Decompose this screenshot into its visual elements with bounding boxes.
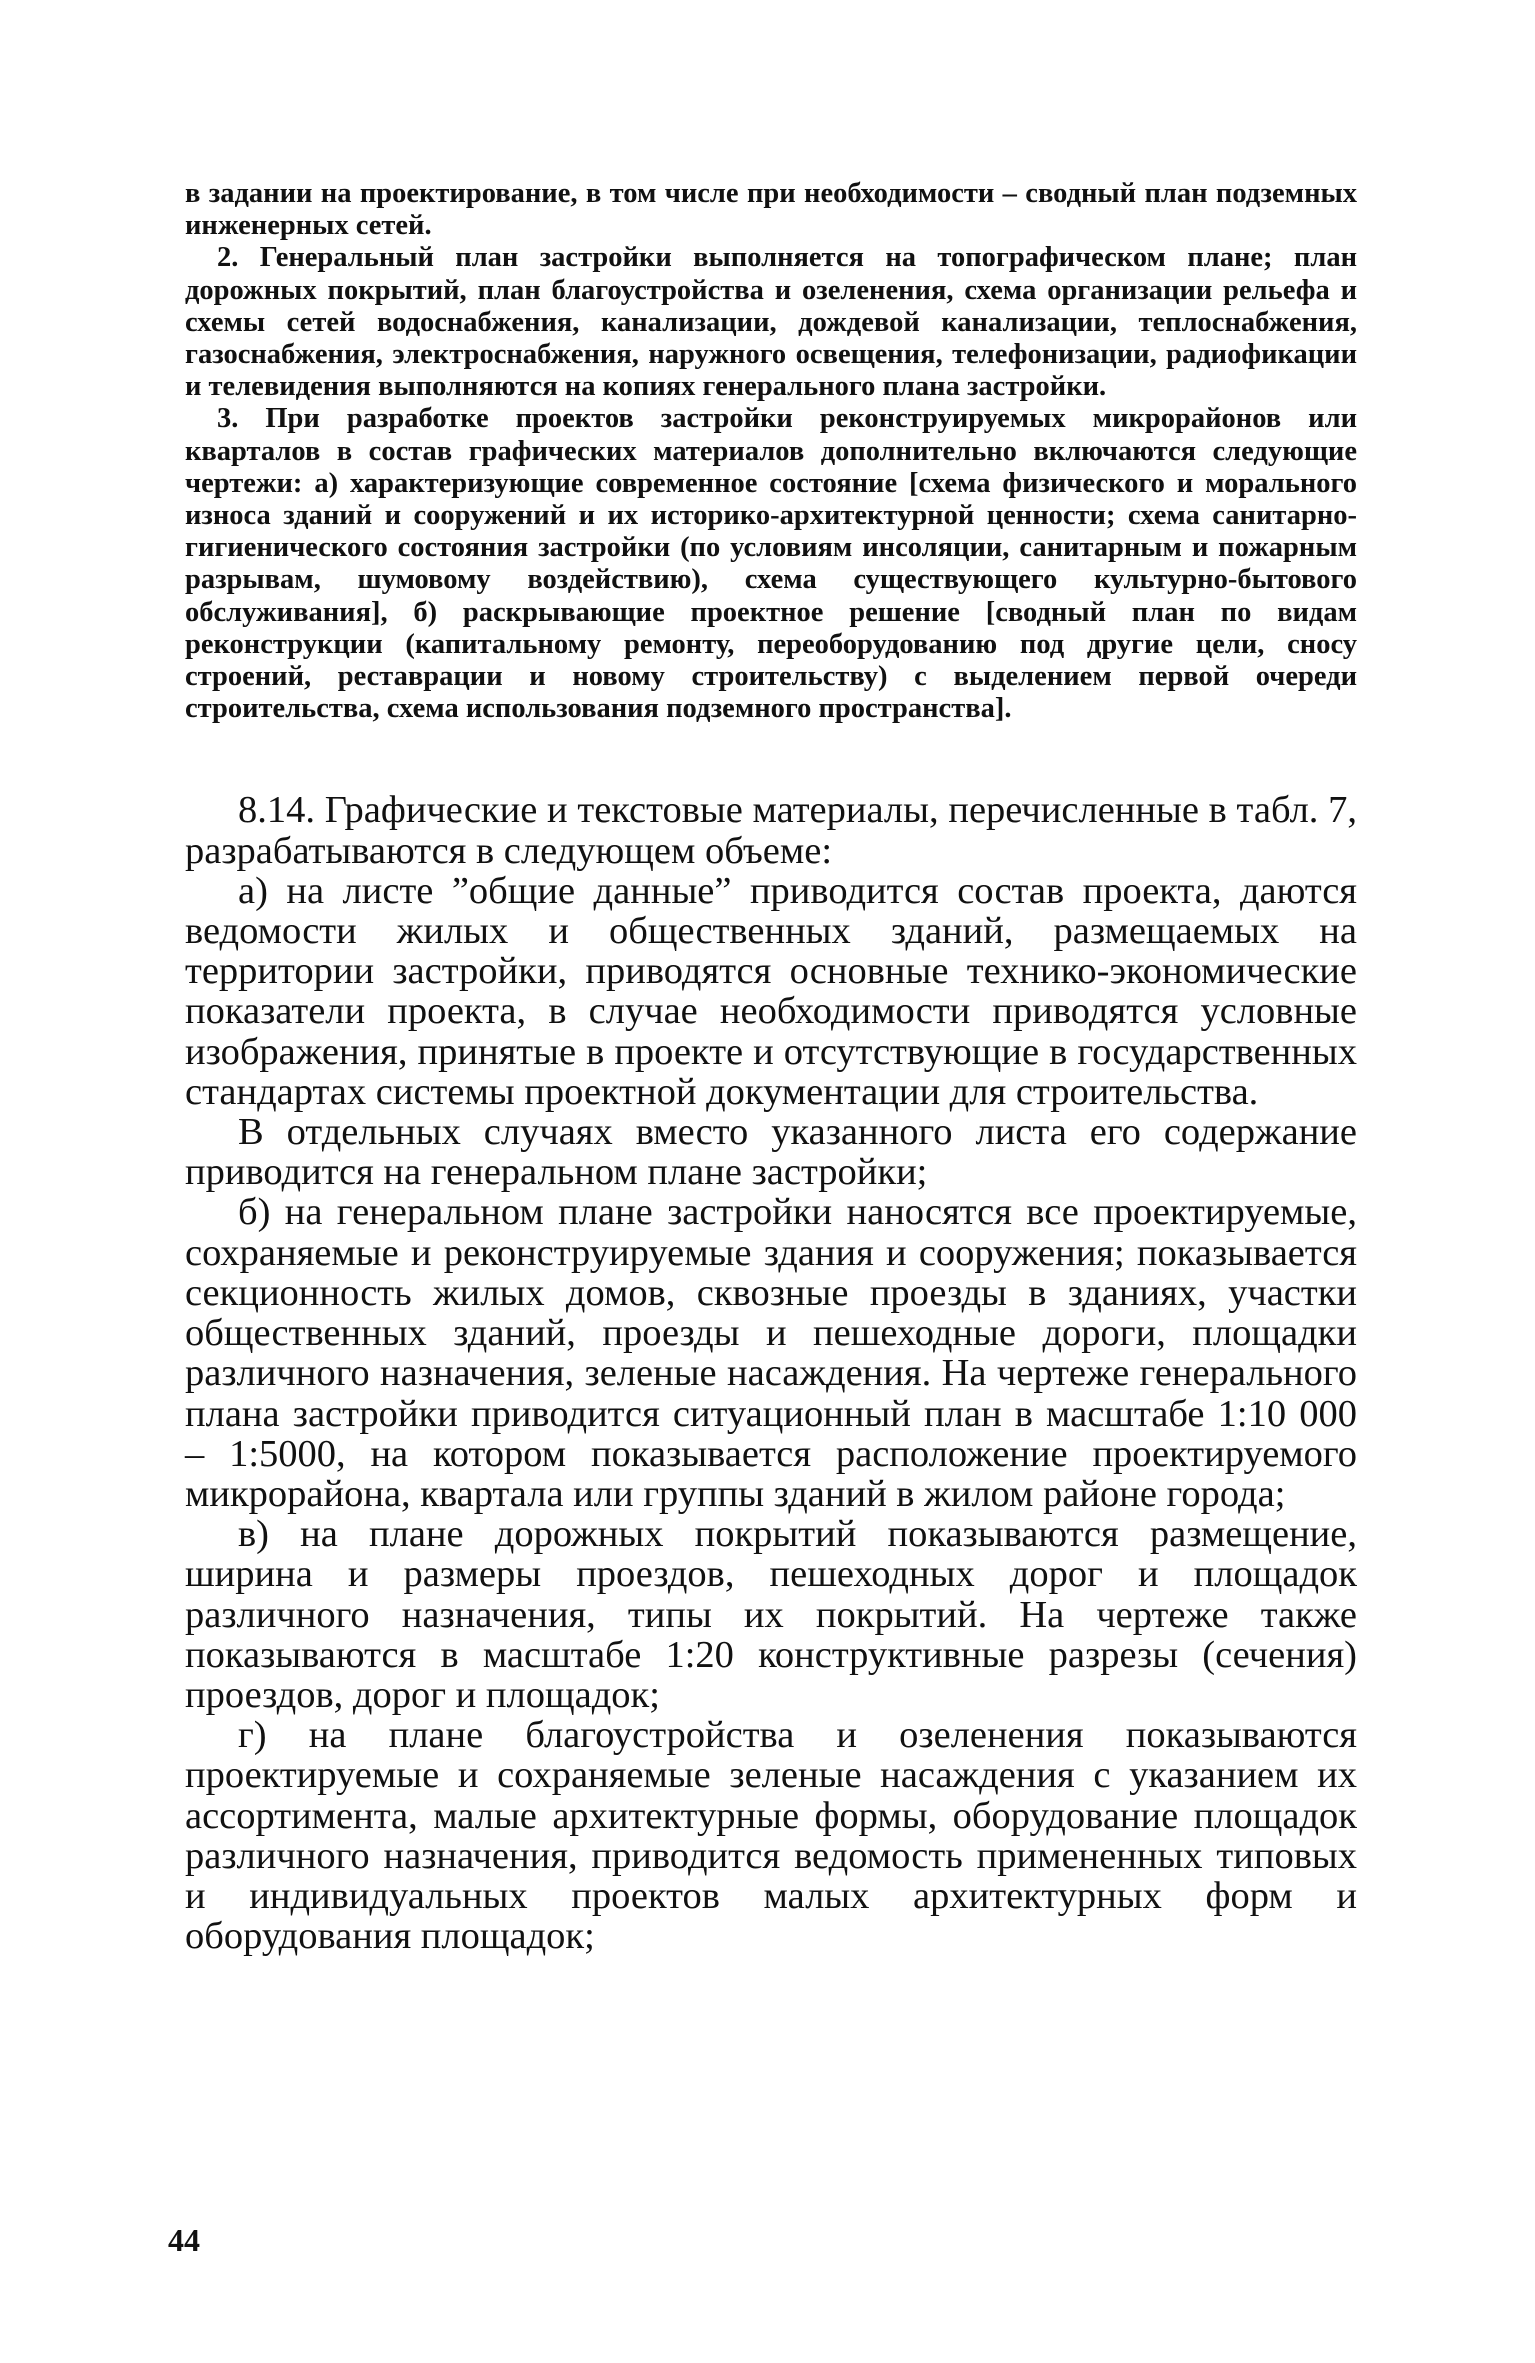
note-3: 3. При разработке проектов застройки реконструируемых микрорайонов или кварталов в состав графических материалов дополнительно включаются следующие чертежи: а) характеризующие современное состояние [схема физического и морального износа зданий и сооружений и их историко-архитектурной ценности; схема санитарно-гигиенического состояния застройки (по условиям инсоляции, санитарным и пожарным разрывам, шумовому воздействию), схема существующего культурно-бытового обслуживания], б) раскрывающие проектное решение [сводный план по видам реконструкции (капитальному ремонту, переоборудованию под другие цели, сносу строений, реставрации и новому строительству) с выделением первой очереди строительства, схема использования подземного пространства].: [185, 403, 1357, 725]
table-notes: [185, 178, 1357, 725]
note-2: 2. Генеральный план застройки выполняется на топографическом плане; план дорожных покрытий, план благоустройства и озеленения, схема организации рельефа и схемы сетей водоснабжения, канализации, дождевой канализации, теплоснабжения, газоснабжения, электроснабжения, наружного освещения, телефонизации, радиофикации и телевидения выполняются на копиях генерального плана застройки.: [185, 242, 1357, 403]
paragraph-a: а) на листе ”общие данные” приводится состав проекта, даются ведомости жилых и общественных зданий, размещаемых на территории застройки, приводятся основные технико-экономические показатели проекта, в случае необходимости приводятся условные изображения, принятые в проекте и отсутствующие в государственных стандартах системы проектной документации для строительства.: [185, 869, 1357, 1113]
main-text: [185, 790, 1357, 1956]
paragraph-b: б) на генеральном плане застройки наносятся все проектируемые, сохраняемые и реконструируемые здания и сооружения; показывается секционность жилых домов, сквозные проезды в зданиях, участки общественных зданий, проезды и пешеходные дороги, площадки различного назначения, зеленые насаждения. На чертеже генерального плана застройки приводится ситуационный план в масштабе 1:10 000 – 1:5000, на котором показывается расположение проектируемого микрорайона, квартала или группы зданий в жилом районе города;: [185, 1191, 1357, 1515]
page-content: [185, 178, 1357, 1956]
paragraph-v: в) на плане дорожных покрытий показываются размещение, ширина и размеры проездов, пешеходных дорог и площадок различного назначения, типы их покрытий. На чертеже также показываются в масштабе 1:20 конструктивные разрезы (сечения) проездов, дорог и площадок;: [185, 1513, 1357, 1716]
paragraph-g: г) на плане благоустройства и озеленения показываются проектируемые и сохраняемые зеленые насаждения с указанием их ассортимента, малые архитектурные формы, оборудование площадок различного назначения, приводится ведомость примененных типовых и индивидуальных проектов малых архитектурных форм и оборудования площадок;: [185, 1714, 1357, 1958]
page-number: 44: [168, 2222, 200, 2258]
note-continuation: в задании на проектирование, в том числе при необходимости – сводный план подземных инженерных сетей.: [185, 178, 1357, 242]
paragraph-8-14: 8.14. Графические и текстовые материалы, перечисленные в табл. 7, разрабатываются в следующем объеме:: [185, 789, 1357, 872]
paragraph-note: В отдельных случаях вместо указанного листа его содержание приводится на генеральном плане застройки;: [185, 1111, 1357, 1194]
